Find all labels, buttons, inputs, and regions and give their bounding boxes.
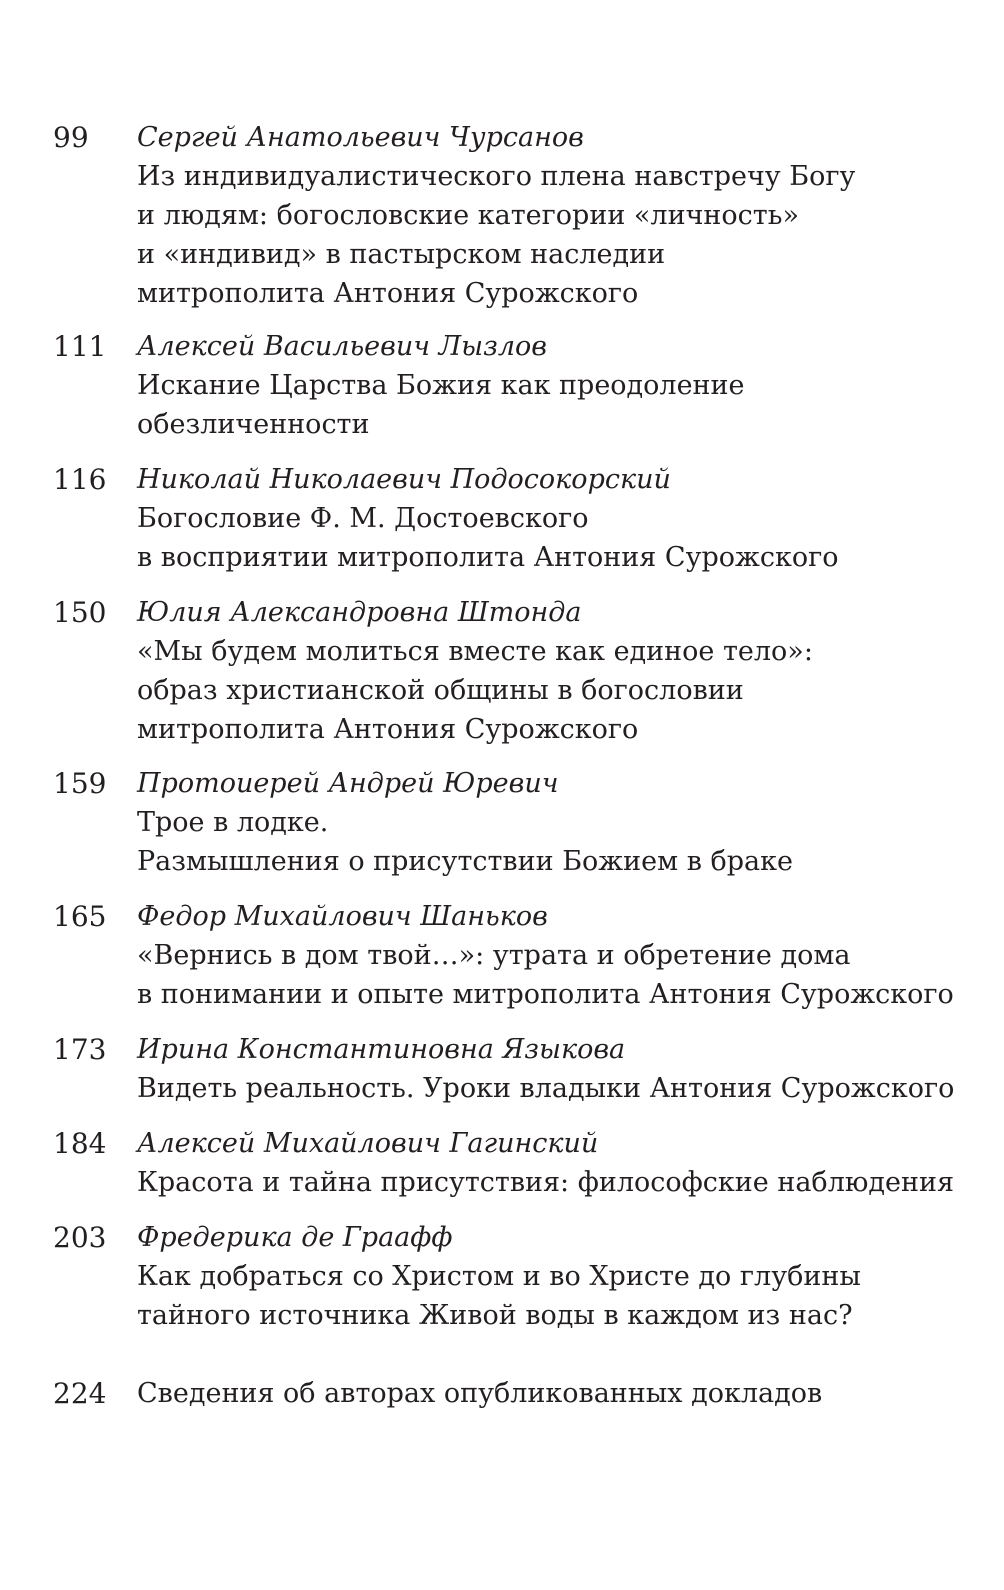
entry-body: [137, 764, 937, 881]
title-line: и «индивид» в пастырском наследии: [137, 239, 666, 270]
title-line: Размышления о присутствии Божием в браке: [137, 846, 793, 877]
author-name: Николай Николаевич Подосокорский: [137, 464, 671, 495]
title-line: «Вернись в дом твой…»: утрата и обретение дома: [137, 940, 851, 971]
page-number: 224: [53, 1377, 107, 1410]
page-number: 150: [53, 596, 107, 629]
page-number: 116: [53, 463, 107, 496]
page-number: 203: [53, 1221, 107, 1254]
entry-body: [137, 327, 937, 444]
title-line: тайного источника Живой воды в каждом из нас?: [137, 1300, 853, 1331]
page-number: 173: [53, 1033, 107, 1066]
title-line: в понимании и опыте митрополита Антония Сурожского: [137, 979, 954, 1010]
author-name: Фредерика де Граафф: [137, 1222, 453, 1253]
author-name: Протоиерей Андрей Юревич: [137, 768, 559, 799]
author-name: Алексей Васильевич Лызлов: [137, 331, 548, 362]
title-line: Видеть реальность. Уроки владыки Антония Сурожского: [137, 1073, 955, 1104]
page-number: 165: [53, 900, 107, 933]
title-line: «Мы будем молиться вместе как единое тело»:: [137, 636, 813, 667]
title-line: митрополита Антония Сурожского: [137, 278, 639, 309]
title-line: митрополита Антония Сурожского: [137, 714, 639, 745]
entry-body: [137, 1124, 954, 1202]
author-name: Юлия Александровна Штонда: [137, 597, 582, 628]
page-number: 184: [53, 1127, 107, 1160]
entry-body: [137, 1030, 955, 1108]
title-line: Сведения об авторах опубликованных докладов: [137, 1378, 823, 1409]
title-line: в восприятии митрополита Антония Сурожского: [137, 542, 839, 573]
title-line: образ христианской общины в богословии: [137, 675, 744, 706]
author-name: Федор Михайлович Шаньков: [137, 901, 548, 932]
entry-body: [137, 1374, 937, 1413]
entry-body: [137, 1218, 937, 1335]
page-number: 111: [53, 330, 107, 363]
author-name: Алексей Михайлович Гагинский: [137, 1128, 599, 1159]
title-line: Трое в лодке.: [137, 807, 329, 838]
title-line: Искание Царства Божия как преодоление: [137, 370, 745, 401]
entry-body: [137, 118, 937, 313]
entry-body: [137, 460, 937, 577]
title-line: Как добраться со Христом и во Христе до глубины: [137, 1261, 861, 1292]
title-line: Из индивидуалистического плена навстречу Богу: [137, 161, 856, 192]
entry-body: [137, 593, 937, 749]
title-line: Красота и тайна присутствия: философские наблюдения: [137, 1167, 954, 1198]
page-number: 159: [53, 767, 107, 800]
author-name: Ирина Константиновна Языкова: [137, 1034, 626, 1065]
title-line: и людям: богословские категории «личность»: [137, 200, 799, 231]
entry-body: [137, 897, 954, 1014]
title-line: Богословие Ф. М. Достоевского: [137, 503, 589, 534]
title-line: обезличенности: [137, 409, 370, 440]
author-name: Сергей Анатольевич Чурсанов: [137, 122, 584, 153]
page-number: 99: [53, 121, 89, 154]
